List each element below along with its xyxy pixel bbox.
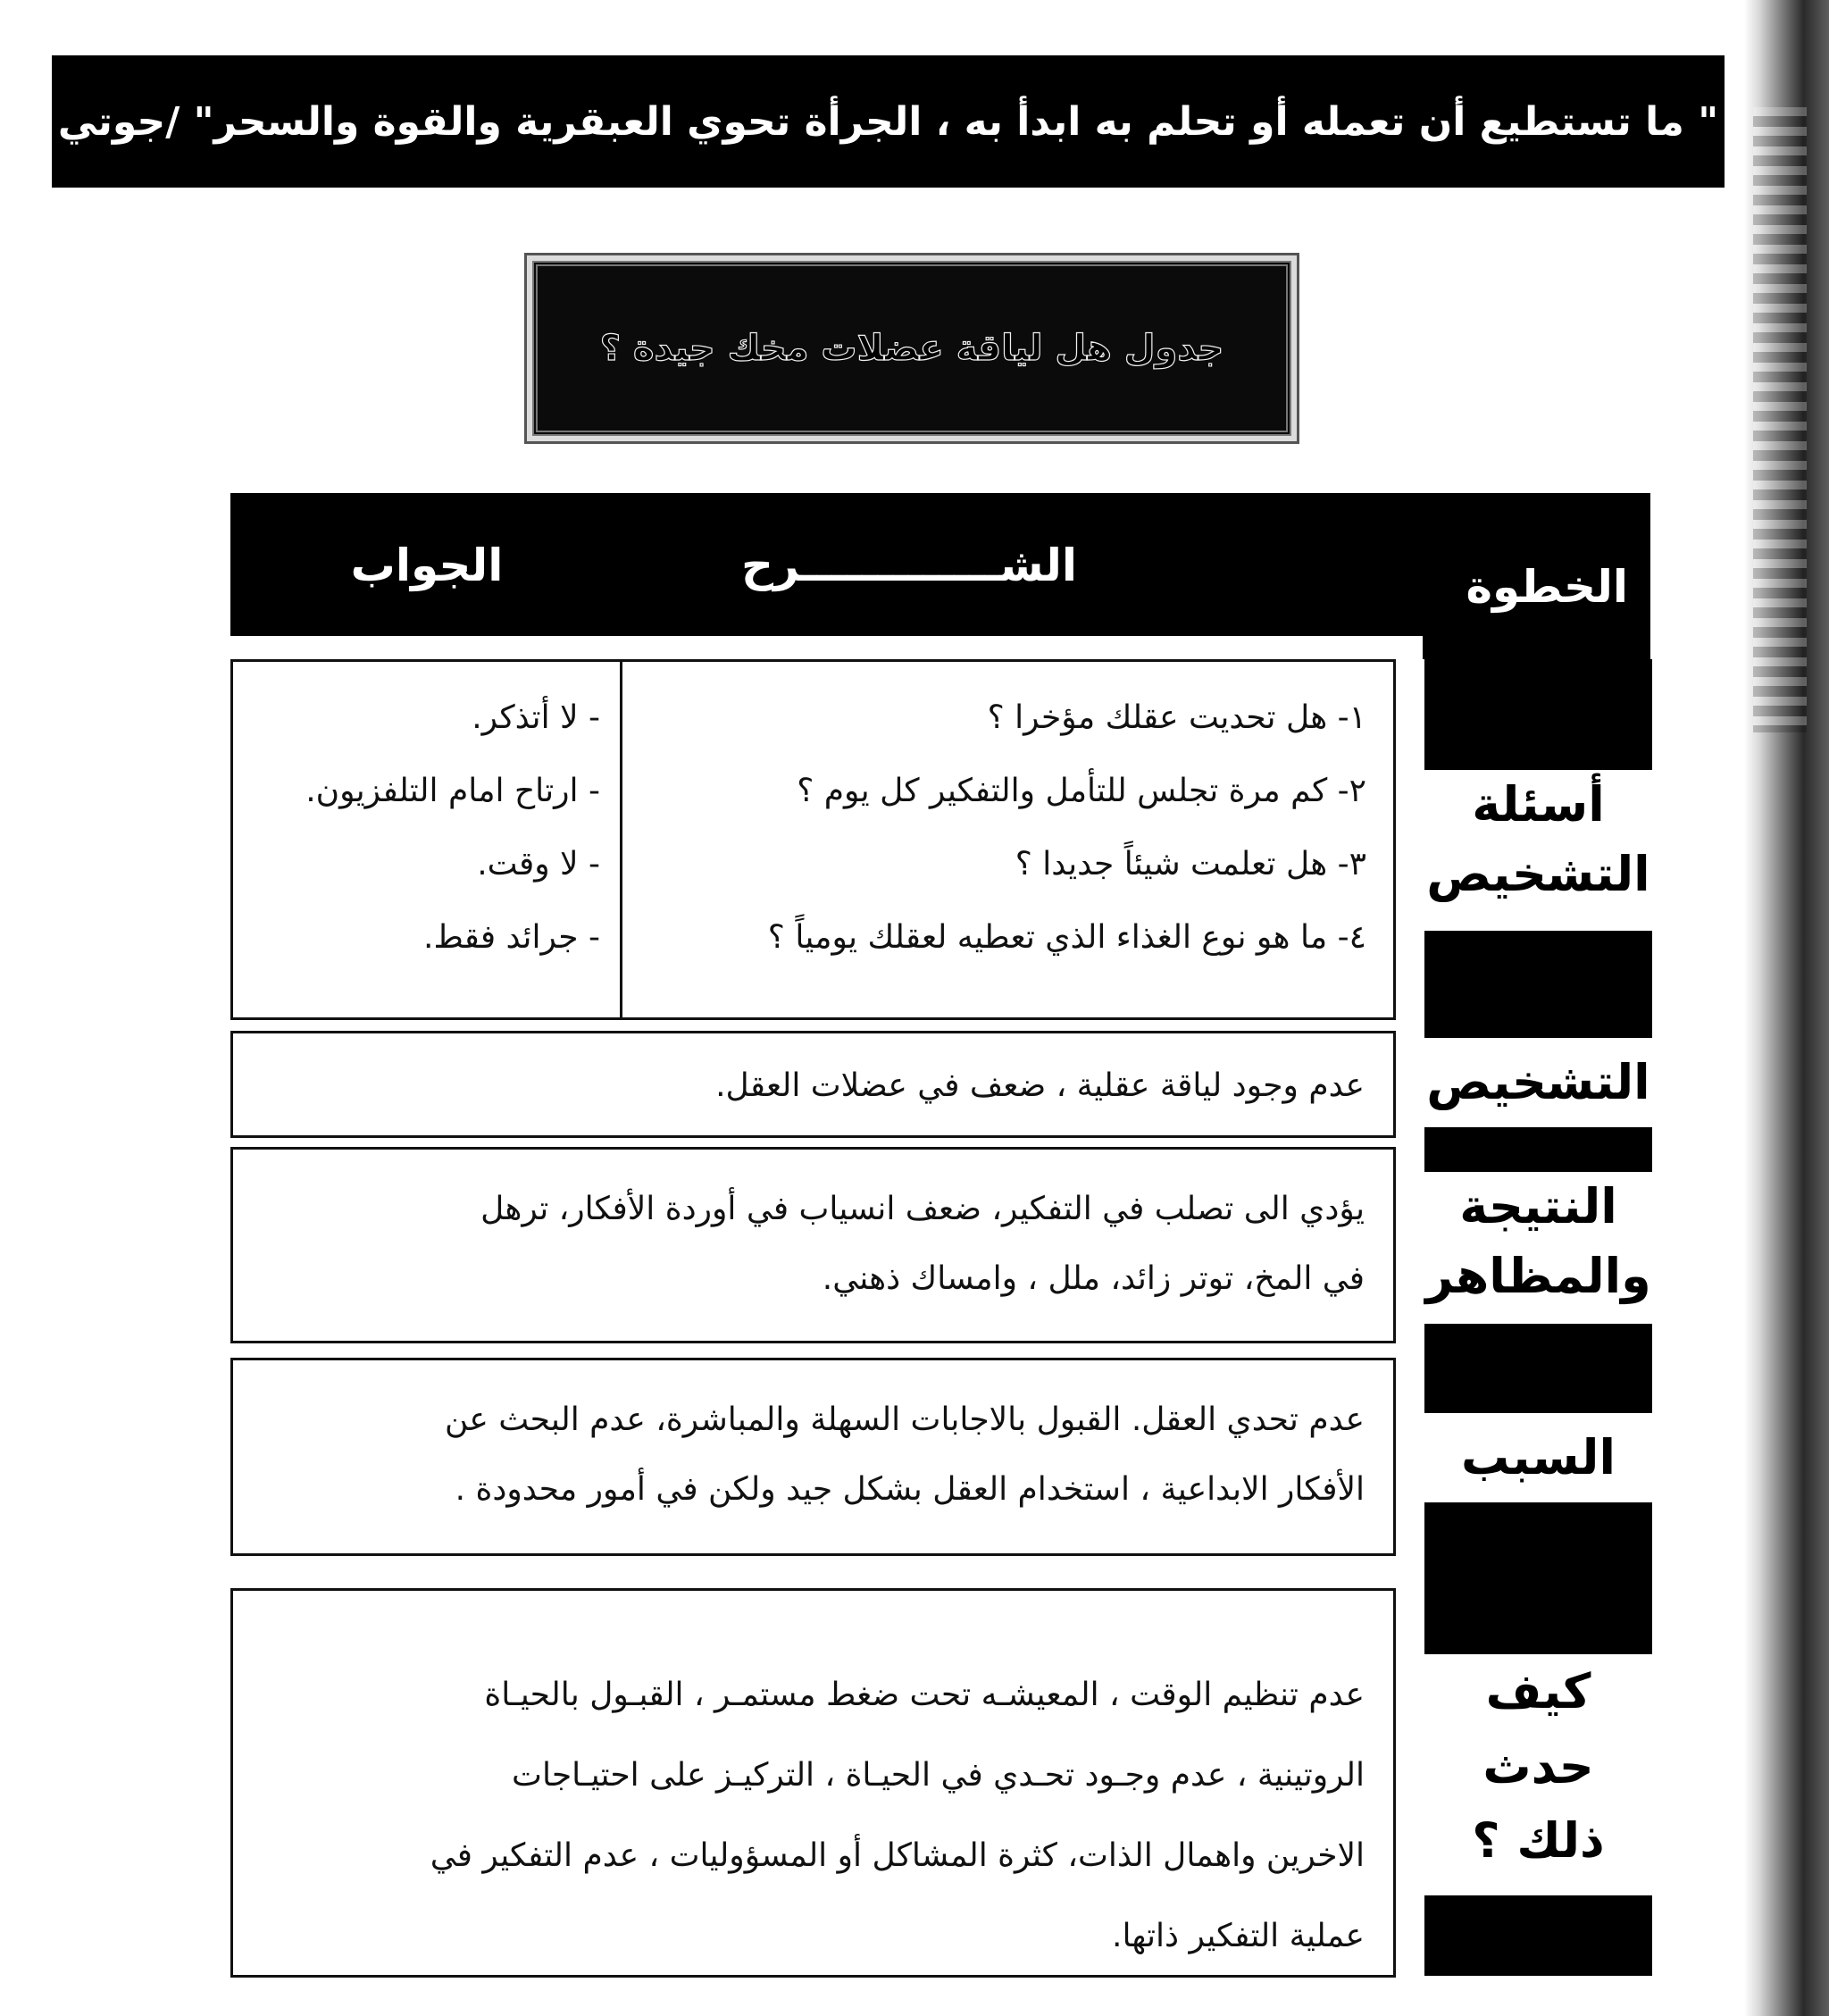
answers-list bbox=[243, 682, 600, 975]
quote-banner bbox=[52, 55, 1725, 188]
label-how: كيف حدث ذلك ؟ bbox=[1424, 1654, 1652, 1895]
header-answer: الجواب bbox=[350, 540, 504, 591]
list-item: - لا أتذكر. bbox=[472, 699, 600, 736]
page-edge-shadow bbox=[1744, 0, 1829, 2016]
quote-text: " ما تستطيع أن تعمله أو تحلم به ابدأ به ، الجرأة تحوي العبقرية والقوة والسحر" /جوتي bbox=[57, 98, 1719, 145]
table-title: جدول هل لياقة عضلات مخك جيدة ؟ bbox=[599, 328, 1224, 369]
label-result: النتيجة والمظاهر bbox=[1424, 1172, 1652, 1324]
row-result bbox=[230, 1147, 1396, 1343]
row-diagnosis bbox=[230, 1031, 1396, 1138]
list-item: - ارتاح امام التلفزيون. bbox=[305, 773, 600, 809]
row-cause bbox=[230, 1358, 1396, 1556]
table-header bbox=[230, 493, 1650, 636]
row-diagnosis-questions bbox=[230, 659, 1396, 1020]
header-explanation: الشـــــــــــــرح bbox=[740, 540, 1078, 591]
label-diagnosis-questions: أسئلة التشخيص bbox=[1424, 770, 1652, 931]
table-title-box bbox=[532, 261, 1291, 436]
result-text: يؤدي الى تصلب في التفكير، ضعف انسياب في أوردة الأفكار، ترهل في المخ، توتر زائد، ملل ، وامساك ذهني. bbox=[480, 1191, 1365, 1297]
label-diagnosis: التشخيص bbox=[1424, 1038, 1652, 1127]
header-step: الخطوة bbox=[1466, 561, 1628, 613]
list-item: ٣- هل تعلمت شيئاً جديدا ؟ bbox=[1015, 846, 1366, 883]
how-text: عدم تنظيم الوقت ، المعيشـه تحت ضغط مستمـر ، القبـول بالحيـاة الروتينية ، عدم وجـود تحـدي في الحيـاة ، التركيـز على احتيـاجات الاخرين واهمال الذات، كثرة المشاكل أو المسؤوليات ، عدم التفكير في عملية التفكير ذاتها. bbox=[430, 1677, 1365, 1954]
brain-fitness-table bbox=[230, 493, 1652, 1979]
list-item: ٤- ما هو نوع الغذاء الذي تعطيه لعقلك يومياً ؟ bbox=[767, 919, 1366, 956]
cause-text: عدم تحدي العقل. القبول بالاجابات السهلة والمباشرة، عدم البحث عن الأفكار الابداعية ، استخدام العقل بشكل جيد ولكن في أمور محدودة . bbox=[444, 1401, 1365, 1508]
row-how bbox=[230, 1588, 1396, 1978]
label-cause: السبب bbox=[1424, 1413, 1652, 1502]
diagnosis-text: عدم وجود لياقة عقلية ، ضعف في عضلات العقل. bbox=[715, 1067, 1365, 1104]
list-item: - لا وقت. bbox=[477, 846, 600, 883]
list-item: - جرائد فقط. bbox=[423, 919, 600, 956]
list-item: ١- هل تحديت عقلك مؤخرا ؟ bbox=[987, 699, 1366, 736]
list-item: ٢- كم مرة تجلس للتأمل والتفكير كل يوم ؟ bbox=[797, 773, 1366, 809]
questions-list bbox=[580, 682, 1366, 975]
